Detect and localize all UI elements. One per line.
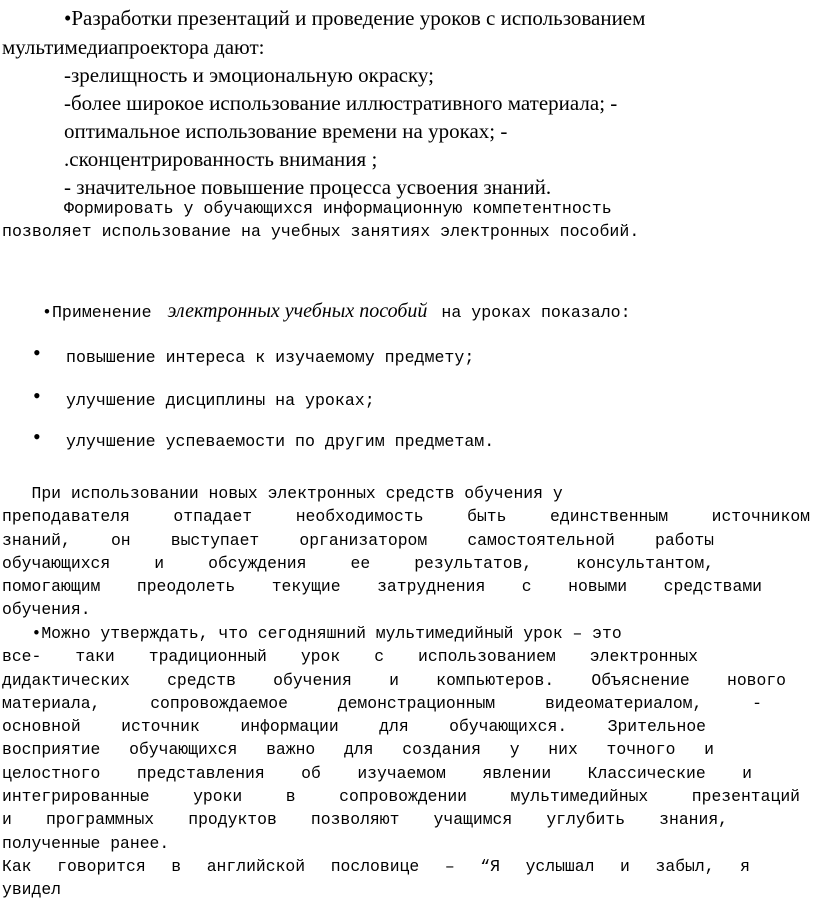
paragraph-line: обучения. [2, 600, 91, 620]
intro-item: оптимальное использование времени на уроках; - [64, 119, 508, 143]
bullet-dot-icon: • [33, 383, 41, 408]
paragraph-line: •Можно утверждать, что сегодняшний мультимедийный урок – это [2, 624, 622, 643]
paragraph-line: знаний, он выступает организатором самостоятельной работы [2, 530, 714, 550]
paragraph-line: обучающихся и обсуждения ее результатов, консультантом, [2, 553, 714, 573]
application-emphasis: электронных учебных пособий [167, 300, 428, 322]
list-item: повышение интереса к изучаемому предмету; [66, 348, 475, 367]
paragraph-line: полученные ранее. [2, 833, 170, 853]
paragraph-line: увидел [2, 880, 62, 900]
paragraph-line: целостного представления об изучаемом явлении Классические и [2, 763, 752, 783]
list-item: улучшение дисциплины на уроках; [66, 391, 375, 410]
paragraph-line: материала, сопровождаемое демонстрационным видеоматериалом, - [2, 693, 762, 713]
paragraph-1 [2, 482, 810, 622]
paragraph-line: восприятие обучающихся важно для создания у них точного и [2, 740, 714, 760]
bullet-dot-icon: • [33, 424, 41, 449]
competence-line1: Формировать у обучающихся информационную компетентность [64, 199, 612, 218]
intro-heading-line2: мультимедиапроектора дают: [2, 35, 265, 59]
intro-heading-line1: •Разработки презентаций и проведение уроков с использованием [64, 6, 646, 30]
paragraph-line: все- таки традиционный урок с использованием электронных [2, 647, 698, 667]
paragraph-line: дидактических средств обучения и компьютеров. Объяснение нового [2, 670, 786, 690]
bullet-dot-icon: • [33, 340, 41, 365]
intro-item: -зрелищность и эмоциональную окраску; [64, 63, 434, 87]
intro-item: .сконцентрированность внимания ; [64, 147, 378, 171]
application-line [34, 282, 631, 323]
paragraph-2 [2, 622, 810, 902]
paragraph-line: Как говорится в английской пословице – “Я услышал и забыл, я [2, 856, 750, 876]
application-suffix: на уроках показало: [441, 303, 631, 322]
competence-line2: позволяет использование на учебных занятиях электронных пособий. [2, 222, 640, 241]
paragraph-line: интегрированные уроки в сопровождении мультимедийных презентаций [2, 787, 800, 807]
paragraph-line: преподавателя отпадает необходимость быть единственным источником [2, 507, 810, 527]
list-item: улучшение успеваемости по другим предметам. [66, 432, 495, 451]
paragraph-line: помогающим преодолеть текущие затруднения с новыми средствами [2, 577, 762, 597]
paragraph-line: При использовании новых электронных средств обучения у [2, 484, 563, 503]
application-prefix: •Применение [42, 303, 152, 322]
intro-item: - значительное повышение процесса усвоения знаний. [64, 175, 552, 199]
paragraph-line: основной источник информации для обучающихся. Зрительное [2, 717, 706, 737]
intro-item: -более широкое использование иллюстративного материала; - [64, 91, 618, 115]
paragraph-line: и программных продуктов позволяют учащимся углубить знания, [2, 810, 728, 830]
